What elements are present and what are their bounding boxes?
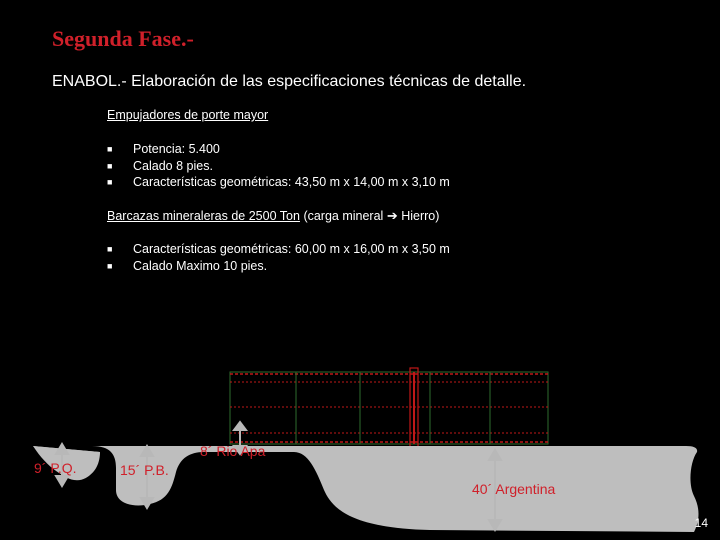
list-item: ■ Calado 8 pies. bbox=[107, 158, 213, 173]
square-bullet-icon: ■ bbox=[107, 244, 113, 254]
list-item: ■ Características geométricas: 43,50 m x 14,00 m x 3,10 m bbox=[107, 175, 450, 189]
slide-title: Segunda Fase.- bbox=[52, 26, 194, 51]
page-number: 14 bbox=[694, 516, 708, 530]
barges-heading-text: Barcazas mineraleras de 2500 Ton bbox=[107, 209, 300, 223]
depth-label-argentina: 40´ Argentina bbox=[472, 481, 556, 497]
square-bullet-icon: ■ bbox=[107, 260, 113, 271]
barge-outline bbox=[230, 372, 548, 444]
barges-heading-end: Hierro) bbox=[401, 209, 440, 223]
pushers-heading-text: Empujadores de porte mayor bbox=[107, 108, 269, 122]
depth-label-apa: 8´ Rio Apa bbox=[200, 443, 266, 459]
depth-label-pq: 9´ P.Q. bbox=[34, 460, 77, 476]
square-bullet-icon: ■ bbox=[107, 144, 113, 154]
square-bullet-icon: ■ bbox=[107, 177, 113, 187]
barge-convoy-schematic bbox=[230, 368, 548, 448]
square-bullet-icon: ■ bbox=[107, 160, 113, 171]
list-item: ■ Potencia: 5.400 bbox=[107, 142, 220, 156]
list-item: ■ Calado Maximo 10 pies. bbox=[107, 258, 268, 273]
river-profile bbox=[33, 446, 699, 532]
list-item: ■ Características geométricas: 60,00 m x 16,00 m x 3,50 m bbox=[107, 242, 450, 256]
right-arrow-icon: ➔ bbox=[386, 208, 398, 223]
depth-label-pb: 15´ P.B. bbox=[120, 462, 169, 478]
slide-subtitle: ENABOL.- Elaboración de las especificaciones técnicas de detalle. bbox=[52, 73, 527, 90]
arrow-head-down-icon bbox=[56, 476, 68, 486]
arrow-head-up-icon bbox=[234, 422, 246, 430]
barges-heading-suffix: (carga mineral bbox=[303, 209, 384, 223]
